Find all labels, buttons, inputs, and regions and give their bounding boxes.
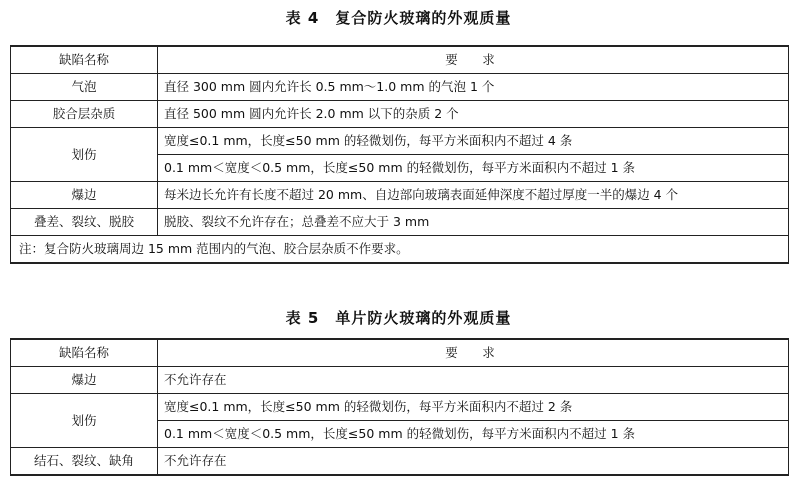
table-row <box>11 448 789 476</box>
table-5-caption: 表 5 单片防火玻璃的外观质量 <box>285 309 512 327</box>
table-note-row <box>11 236 789 264</box>
header-requirement: 要 求 <box>158 46 789 74</box>
requirement-cell: 宽度≤0.1 mm，长度≤50 mm 的轻微划伤，每平方米面积内不超过 4 条 <box>158 128 789 155</box>
table-row <box>11 101 789 128</box>
defect-name-cell: 划伤 <box>11 128 158 182</box>
header-defect-name: 缺陷名称 <box>11 339 158 367</box>
table-row <box>11 394 789 421</box>
requirement-cell: 宽度≤0.1 mm，长度≤50 mm 的轻微划伤，每平方米面积内不超过 2 条 <box>158 394 789 421</box>
defect-name-cell: 爆边 <box>11 367 158 394</box>
defect-name-cell: 叠差、裂纹、脱胶 <box>11 209 158 236</box>
table-note: 注：复合防火玻璃周边 15 mm 范围内的气泡、胶合层杂质不作要求。 <box>11 236 789 264</box>
defect-name-cell: 爆边 <box>11 182 158 209</box>
defect-name-cell: 结石、裂纹、缺角 <box>11 448 158 476</box>
header-defect-name: 缺陷名称 <box>11 46 158 74</box>
defect-name-cell: 胶合层杂质 <box>11 101 158 128</box>
requirement-cell: 直径 500 mm 圆内允许长 2.0 mm 以下的杂质 2 个 <box>158 101 789 128</box>
table-header-row <box>11 46 789 74</box>
table-4 <box>10 45 789 264</box>
table-row <box>11 209 789 236</box>
requirement-cell: 脱胶、裂纹不允许存在；总叠差不应大于 3 mm <box>158 209 789 236</box>
header-requirement: 要 求 <box>158 339 789 367</box>
defect-name-cell: 气泡 <box>11 74 158 101</box>
table-4-caption: 表 4 复合防火玻璃的外观质量 <box>285 9 512 27</box>
defect-name-cell: 划伤 <box>11 394 158 448</box>
table-header-row <box>11 339 789 367</box>
table-5 <box>10 338 789 476</box>
requirement-cell: 0.1 mm＜宽度＜0.5 mm，长度≤50 mm 的轻微划伤，每平方米面积内不超过 1 条 <box>158 421 789 448</box>
table-row <box>11 182 789 209</box>
requirement-cell: 不允许存在 <box>158 448 789 476</box>
table-row <box>11 128 789 155</box>
requirement-cell: 不允许存在 <box>158 367 789 394</box>
table-row <box>11 74 789 101</box>
requirement-cell: 直径 300 mm 圆内允许长 0.5 mm～1.0 mm 的气泡 1 个 <box>158 74 789 101</box>
table-row <box>11 367 789 394</box>
requirement-cell: 每米边长允许有长度不超过 20 mm、自边部向玻璃表面延伸深度不超过厚度一半的爆边 4 个 <box>158 182 789 209</box>
requirement-cell: 0.1 mm＜宽度＜0.5 mm，长度≤50 mm 的轻微划伤，每平方米面积内不超过 1 条 <box>158 155 789 182</box>
